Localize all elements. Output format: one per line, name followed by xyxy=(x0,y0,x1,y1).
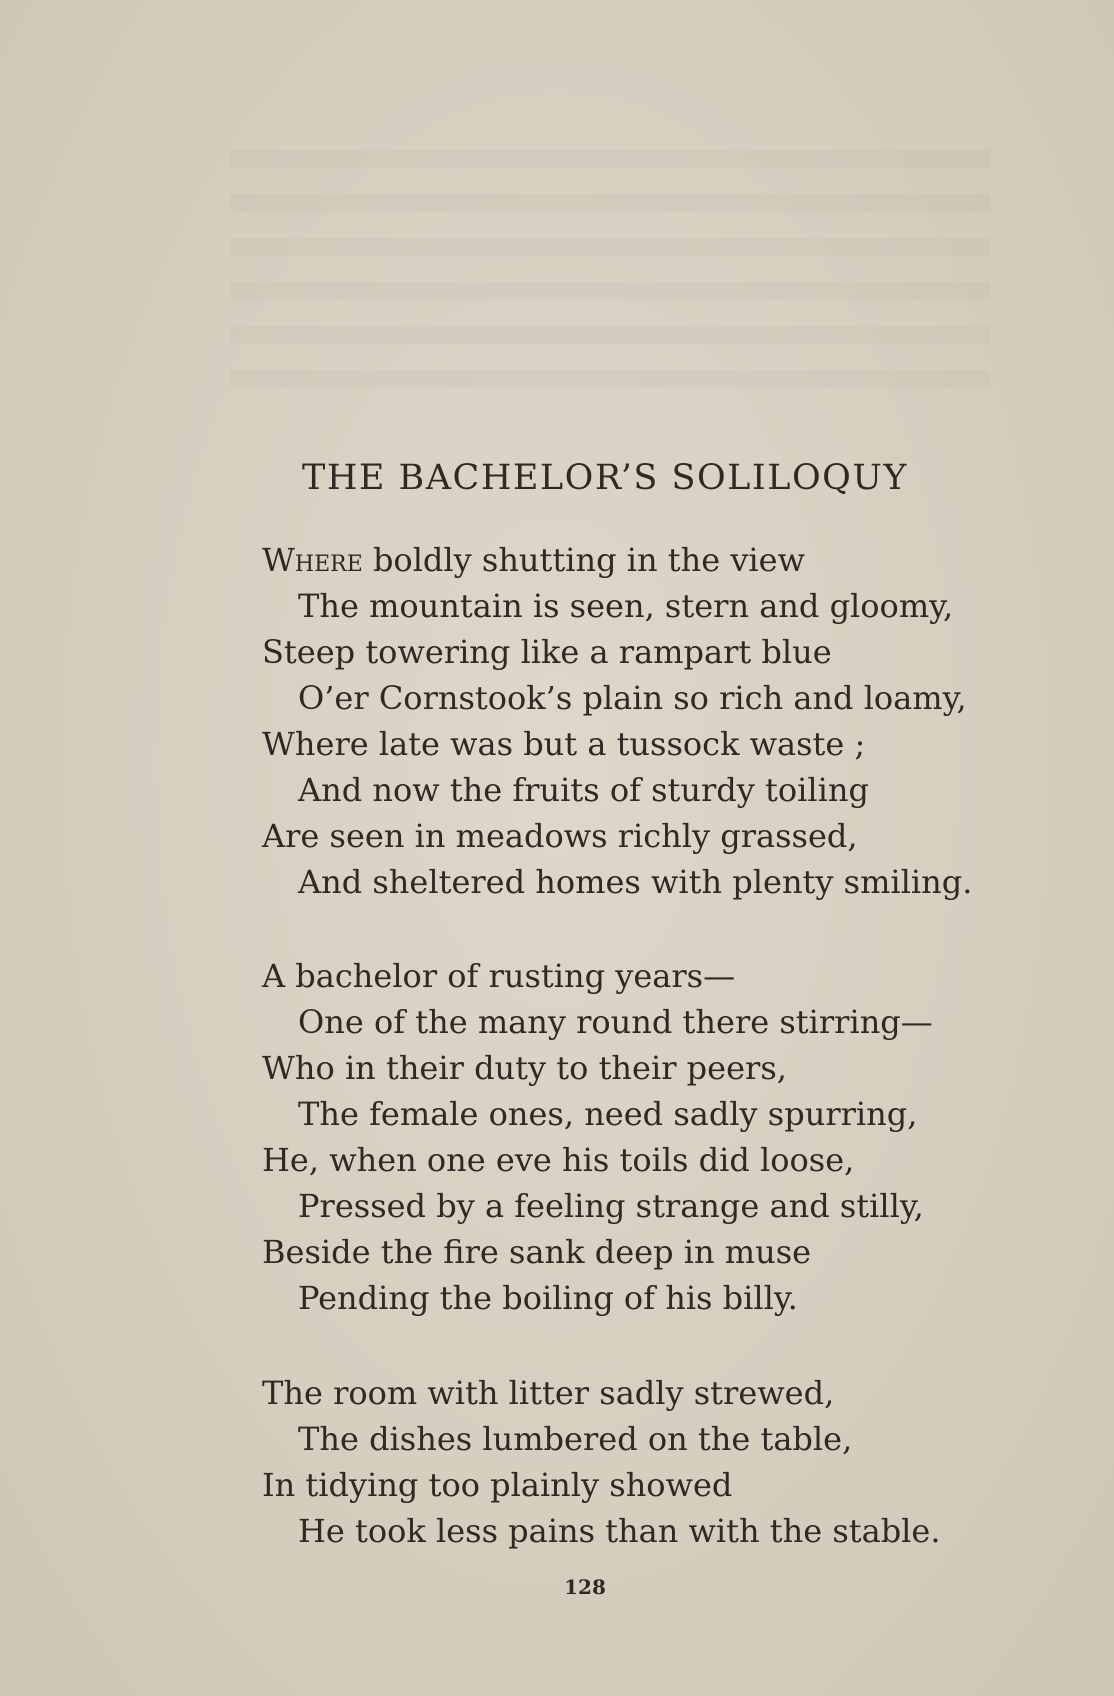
poem-line: Are seen in meadows richly grassed, xyxy=(262,817,858,855)
poem-line: Steep towering like a rampart blue xyxy=(262,633,832,671)
show-through-text xyxy=(230,150,990,410)
poem-line: Pending the boiling of his billy. xyxy=(298,1279,798,1317)
poem-line: In tidying too plainly showed xyxy=(262,1466,733,1504)
poem-line: And sheltered homes with plenty smiling. xyxy=(298,863,973,901)
drop-word: Where xyxy=(262,541,363,579)
poem-line: And now the fruits of sturdy toiling xyxy=(298,771,869,809)
stanza xyxy=(262,953,933,1321)
poem-line: Who in their duty to their peers, xyxy=(262,1049,787,1087)
poem-line: Beside the fire sank deep in muse xyxy=(262,1233,812,1271)
poem-line: Where late was but a tussock waste ; xyxy=(262,725,866,763)
poem-line: A bachelor of rusting years— xyxy=(262,957,736,995)
poem-line: The female ones, need sadly spurring, xyxy=(298,1095,918,1133)
page-number: 128 xyxy=(564,1575,606,1599)
poem-line: He, when one eve his toils did loose, xyxy=(262,1141,855,1179)
poem-title: THE BACHELOR’S SOLILOQUY xyxy=(302,458,908,498)
stanza xyxy=(262,537,972,905)
poem-line: Pressed by a feeling strange and stilly, xyxy=(298,1187,924,1225)
poem-line: The mountain is seen, stern and gloomy, xyxy=(298,587,954,625)
poem-line: O’er Cornstook’s plain so rich and loamy, xyxy=(298,679,967,717)
poem-line: The dishes lumbered on the table, xyxy=(298,1420,853,1458)
poem-line: Where boldly shutting in the view xyxy=(262,541,805,579)
poem-line: The room with litter sadly strewed, xyxy=(262,1374,835,1412)
poem-line: He took less pains than with the stable. xyxy=(298,1512,941,1550)
poem-line: One of the many round there stirring— xyxy=(298,1003,933,1041)
stanza xyxy=(262,1370,941,1554)
